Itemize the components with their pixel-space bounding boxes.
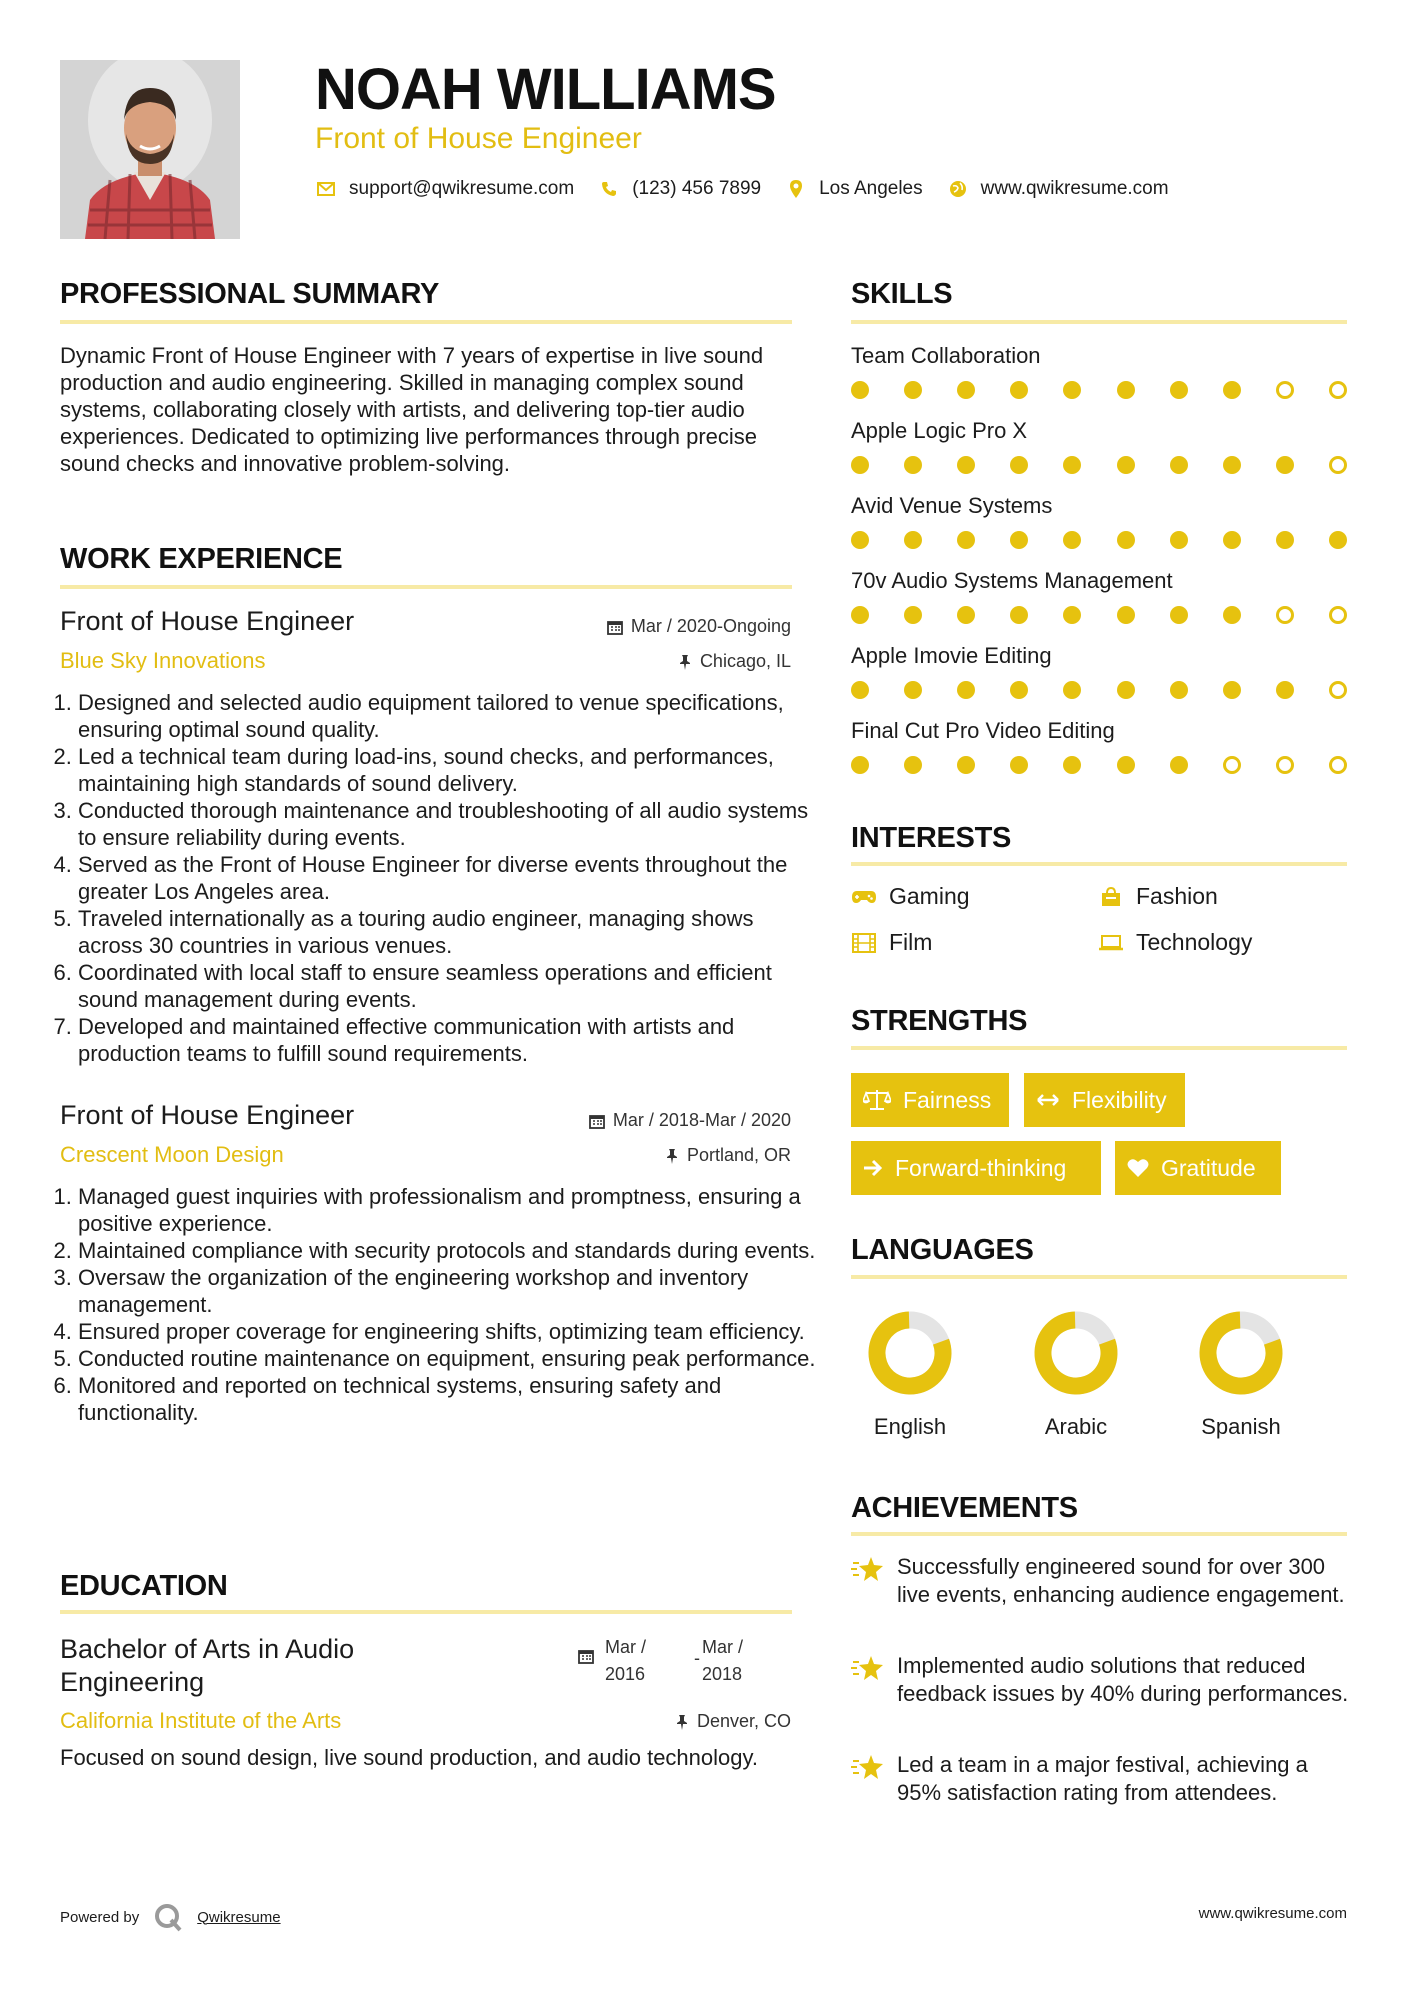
film-icon	[851, 932, 877, 954]
rating-dot-filled	[1063, 606, 1081, 624]
rating-dot-filled	[1010, 681, 1028, 699]
achievement-text: Successfully engineered sound for over 300 live events, enhancing audience engagement.	[897, 1554, 1345, 1607]
rating-dot-filled	[1063, 531, 1081, 549]
bag-icon	[1098, 886, 1124, 908]
calendar-icon	[589, 1113, 605, 1129]
rating-dot-empty	[1329, 756, 1347, 774]
rating-dot-empty	[1329, 381, 1347, 399]
rating-dot-filled	[851, 756, 869, 774]
rating-dot-filled	[1170, 456, 1188, 474]
rating-dot-empty	[1276, 606, 1294, 624]
edu-start-month: Mar /	[605, 1637, 647, 1657]
rating-dot-filled	[904, 756, 922, 774]
job-location	[665, 1145, 791, 1166]
duty-list	[60, 1183, 818, 1426]
heart-icon	[1127, 1158, 1149, 1178]
duty-item: 4. Ensured proper coverage for engineering shifts, optimizing team efficiency.	[78, 1318, 818, 1345]
skill-label: Apple Imovie Editing	[851, 643, 1052, 668]
job-dates	[589, 1110, 791, 1131]
job-title: Front of House Engineer	[60, 606, 355, 636]
star-icon	[851, 1652, 887, 1708]
language-name: Arabic	[1044, 1414, 1108, 1439]
star-icon	[851, 1751, 887, 1807]
achievement-item	[851, 1652, 1351, 1708]
achievements-heading: ACHIEVEMENTS	[851, 1492, 1078, 1524]
rating-dot-filled	[851, 381, 869, 399]
strength-label: Flexibility	[1072, 1086, 1167, 1113]
rating-dot-filled	[1329, 531, 1347, 549]
rating-dot-filled	[1170, 606, 1188, 624]
education-heading: EDUCATION	[60, 1570, 228, 1602]
rating-dot-filled	[1170, 756, 1188, 774]
strengths-rule	[851, 1046, 1347, 1050]
rating-dot-empty	[1329, 681, 1347, 699]
job-title: Front of House Engineer	[60, 1100, 355, 1130]
map-pin-icon	[785, 178, 807, 200]
rating-dot-filled	[1223, 681, 1241, 699]
job-dates-text: Mar / 2020-Ongoing	[630, 616, 791, 636]
rating-dot-filled	[957, 606, 975, 624]
strengths-heading: STRENGTHS	[851, 1005, 1028, 1037]
interests-heading: INTERESTS	[851, 822, 1012, 854]
degree-line-2: Engineering	[60, 1667, 205, 1697]
edu-date-dash: -	[694, 1648, 700, 1668]
rating-dot-filled	[904, 606, 922, 624]
star-icon	[851, 1553, 887, 1609]
achievement-text: Led a team in a major festival, achieving a 95% satisfaction rating from attendees.	[897, 1752, 1308, 1805]
rating-dot-filled	[851, 606, 869, 624]
candidate-title: Front of House Engineer	[315, 122, 642, 155]
contact-email[interactable]	[315, 178, 574, 200]
arrow-right-icon	[863, 1159, 883, 1177]
language-ring	[1031, 1308, 1121, 1398]
gamepad-icon	[851, 886, 877, 908]
strength-badge-flexibility	[1024, 1073, 1185, 1127]
strength-badge-fairness	[851, 1073, 1009, 1127]
edu-end-month: Mar /	[702, 1637, 744, 1657]
rating-dot-empty	[1329, 606, 1347, 624]
language-name: Spanish	[1201, 1414, 1281, 1439]
achievement-item	[851, 1553, 1351, 1609]
phone-icon	[598, 178, 620, 200]
strength-badge-forward-thinking	[851, 1141, 1101, 1195]
rating-dot-empty	[1223, 756, 1241, 774]
job-dates	[607, 616, 791, 637]
rating-dot-filled	[1170, 681, 1188, 699]
duty-item: 5. Conducted routine maintenance on equipment, ensuring peak performance.	[78, 1345, 818, 1372]
language-name: English	[873, 1414, 947, 1439]
rating-dot-filled	[851, 531, 869, 549]
duty-item: 1. Designed and selected audio equipment tailored to venue specifications, ensuring optimal sound quality.	[78, 689, 818, 743]
summary-text: Dynamic Front of House Engineer with 7 years of expertise in live sound production and audio engineering. Skilled in managing complex sound systems, collaborating closely with artists, and delivering top-tier audio experiences. Dedicated to optimizing live performances through precise sound checks and innovative problem-solving.	[60, 343, 764, 476]
job-dates-text: Mar / 2018-Mar / 2020	[612, 1110, 791, 1130]
contact-website[interactable]	[947, 178, 1169, 200]
rating-dot-filled	[1223, 456, 1241, 474]
rating-dot-filled	[904, 531, 922, 549]
skill-rating	[851, 531, 1347, 551]
duty-list	[60, 689, 818, 1067]
job-location-text: Portland, OR	[686, 1145, 791, 1165]
achievement-text: Implemented audio solutions that reduced feedback issues by 40% during performances.	[897, 1653, 1349, 1706]
pushpin-icon	[665, 1148, 679, 1164]
achievements-rule	[851, 1532, 1347, 1536]
calendar-icon	[578, 1648, 594, 1669]
duty-item: 2. Led a technical team during load-ins, sound checks, and performances, maintaining high standards of sound delivery.	[78, 743, 818, 797]
experience-heading: WORK EXPERIENCE	[60, 543, 343, 575]
rating-dot-filled	[1010, 531, 1028, 549]
strength-badge-gratitude	[1115, 1141, 1281, 1195]
skill-label: Apple Logic Pro X	[851, 418, 1028, 443]
pushpin-icon	[678, 654, 692, 670]
rating-dot-empty	[1276, 756, 1294, 774]
summary-heading: PROFESSIONAL SUMMARY	[60, 278, 440, 310]
language-ring	[865, 1308, 955, 1398]
footer-branding	[60, 1902, 281, 1932]
contact-phone[interactable]	[598, 178, 761, 200]
duty-item: 2. Maintained compliance with security protocols and standards during events.	[78, 1237, 818, 1264]
rating-dot-filled	[1010, 756, 1028, 774]
edu-start-year: 2016	[605, 1664, 646, 1684]
rating-dot-filled	[1063, 381, 1081, 399]
strength-label: Fairness	[903, 1086, 992, 1113]
skill-label: Final Cut Pro Video Editing	[851, 718, 1115, 743]
interest-gaming	[851, 883, 970, 910]
rating-dot-filled	[1063, 681, 1081, 699]
job-location	[678, 651, 791, 672]
job-company: Blue Sky Innovations	[60, 648, 266, 673]
calendar-icon	[607, 619, 623, 635]
degree-line-1: Bachelor of Arts in Audio	[60, 1634, 355, 1664]
interest-film	[851, 929, 932, 956]
duty-item: 1. Managed guest inquiries with professionalism and promptness, ensuring a positive experience.	[78, 1183, 818, 1237]
laptop-icon	[1098, 932, 1124, 954]
summary-rule	[60, 320, 792, 324]
skill-label: Team Collaboration	[851, 343, 1041, 368]
brand-link[interactable]: Qwikresume	[197, 1908, 281, 1926]
edu-end-year: 2018	[702, 1664, 743, 1684]
skill-rating	[851, 381, 1347, 401]
arrows-horizontal-icon	[1036, 1093, 1060, 1107]
pushpin-icon	[675, 1714, 689, 1730]
strength-label: Forward-thinking	[895, 1154, 1067, 1181]
school-name: California Institute of the Arts	[60, 1708, 342, 1733]
languages-heading: LANGUAGES	[851, 1234, 1034, 1266]
duty-item: 5. Traveled internationally as a touring audio engineer, managing shows across 30 countries in various venues.	[78, 905, 818, 959]
skill-rating	[851, 681, 1347, 701]
profile-photo	[60, 60, 240, 239]
rating-dot-filled	[1276, 531, 1294, 549]
rating-dot-filled	[851, 456, 869, 474]
duty-item: 3. Conducted thorough maintenance and troubleshooting of all audio systems to ensure reliability during events.	[78, 797, 818, 851]
rating-dot-filled	[1117, 531, 1135, 549]
rating-dot-filled	[1063, 456, 1081, 474]
interest-technology	[1098, 929, 1252, 956]
powered-by-text: Powered by	[60, 1908, 140, 1926]
skill-rating	[851, 756, 1347, 776]
rating-dot-filled	[957, 531, 975, 549]
interest-label: Technology	[1136, 929, 1253, 955]
degree-title	[60, 1633, 354, 1699]
rating-dot-filled	[1276, 456, 1294, 474]
footer-website[interactable]: www.qwikresume.com	[1198, 1905, 1347, 1922]
interest-fashion	[1098, 883, 1218, 910]
edu-start-date	[605, 1634, 646, 1688]
rating-dot-filled	[1170, 381, 1188, 399]
rating-dot-filled	[1223, 606, 1241, 624]
rating-dot-filled	[1223, 531, 1241, 549]
rating-dot-filled	[1117, 456, 1135, 474]
languages-rule	[851, 1275, 1347, 1279]
envelope-icon	[315, 178, 337, 200]
language-ring	[1196, 1308, 1286, 1398]
contact-bar	[315, 178, 1193, 200]
edu-location	[675, 1711, 791, 1732]
rating-dot-filled	[1117, 756, 1135, 774]
rating-dot-filled	[1063, 756, 1081, 774]
interest-label: Film	[889, 929, 933, 955]
rating-dot-filled	[1010, 456, 1028, 474]
rating-dot-filled	[904, 456, 922, 474]
qwikresume-logo-icon	[153, 1902, 183, 1932]
balance-scale-icon	[863, 1089, 891, 1111]
duty-item: 4. Served as the Front of House Engineer for diverse events throughout the greater Los Angeles area.	[78, 851, 818, 905]
rating-dot-filled	[1170, 531, 1188, 549]
rating-dot-empty	[1329, 456, 1347, 474]
job-location-text: Chicago, IL	[699, 651, 791, 671]
duty-item: 7. Developed and maintained effective communication with artists and production teams to fulfill sound requirements.	[78, 1013, 818, 1067]
phone-text: (123) 456 7899	[632, 178, 762, 199]
rating-dot-empty	[1276, 381, 1294, 399]
skill-rating	[851, 456, 1347, 476]
rating-dot-filled	[1010, 381, 1028, 399]
duty-item: 6. Coordinated with local staff to ensure seamless operations and efficient sound management during events.	[78, 959, 818, 1013]
rating-dot-filled	[1010, 606, 1028, 624]
strength-label: Gratitude	[1161, 1154, 1256, 1181]
rating-dot-filled	[1117, 381, 1135, 399]
rating-dot-filled	[904, 381, 922, 399]
skills-heading: SKILLS	[851, 278, 953, 310]
duty-item: 3. Oversaw the organization of the engineering workshop and inventory management.	[78, 1264, 818, 1318]
duty-item: 6. Monitored and reported on technical systems, ensuring safety and functionality.	[78, 1372, 818, 1426]
interest-label: Fashion	[1136, 883, 1218, 909]
skills-rule	[851, 320, 1347, 324]
rating-dot-filled	[1117, 681, 1135, 699]
job-company: Crescent Moon Design	[60, 1142, 284, 1167]
achievement-item	[851, 1751, 1351, 1807]
interests-rule	[851, 862, 1347, 866]
location-text: Los Angeles	[819, 178, 923, 199]
rating-dot-filled	[957, 456, 975, 474]
edu-description: Focused on sound design, live sound production, and audio technology.	[60, 1745, 758, 1770]
edu-end-date	[702, 1634, 743, 1688]
skill-label: Avid Venue Systems	[851, 493, 1053, 518]
interest-label: Gaming	[889, 883, 970, 909]
website-text: www.qwikresume.com	[980, 178, 1169, 199]
rating-dot-filled	[1276, 681, 1294, 699]
experience-rule	[60, 585, 792, 589]
rating-dot-filled	[1223, 381, 1241, 399]
skill-label: 70v Audio Systems Management	[851, 568, 1173, 593]
rating-dot-filled	[957, 381, 975, 399]
globe-icon	[947, 178, 969, 200]
rating-dot-filled	[957, 756, 975, 774]
rating-dot-filled	[851, 681, 869, 699]
email-text: support@qwikresume.com	[349, 178, 575, 199]
rating-dot-filled	[1117, 606, 1135, 624]
candidate-name: NOAH WILLIAMS	[315, 57, 776, 122]
edu-location-text: Denver, CO	[696, 1711, 791, 1731]
rating-dot-filled	[904, 681, 922, 699]
rating-dot-filled	[957, 681, 975, 699]
skill-rating	[851, 606, 1347, 626]
contact-location	[785, 178, 923, 200]
education-rule	[60, 1610, 792, 1614]
